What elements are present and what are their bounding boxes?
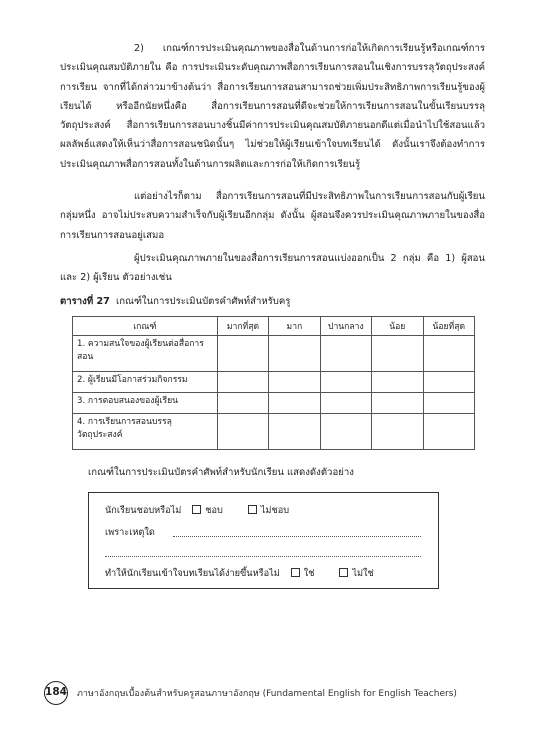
student-evaluation-form — [88, 492, 439, 589]
page-footer — [44, 680, 504, 706]
rating-cell — [320, 414, 371, 450]
paragraph-internal-quality — [60, 39, 485, 174]
rating-cell — [423, 393, 474, 414]
question-reason-label: เพราะเหตุใด — [105, 527, 155, 538]
reason-dotted-line-2 — [105, 556, 421, 557]
criteria-cell: 2. ผู้เรียนมีโอกาสร่วมกิจกรรม — [73, 372, 218, 393]
rating-cell — [372, 372, 423, 393]
teacher-criteria-table — [72, 316, 475, 450]
checkbox-icon — [339, 568, 348, 577]
header-little: น้อย — [372, 317, 423, 336]
table-row — [73, 336, 475, 372]
rating-cell — [372, 336, 423, 372]
rating-cell — [217, 393, 268, 414]
paragraph-text: แต่อย่างไรก็ตาม สื่อการเรียนการสอนที่มีประสิทธิภาพในการเรียนการสอนกับผู้เรียนกลุ่มหนึ่ง อาจไม่ประสบความสำเร็จกับผู้เรียนอีกกลุ่ม ดังนั้น ผู้สอนจึงควรประเมินคุณภาพภายในของสื่อการเรียนการสอนอยู่เสมอ — [60, 191, 485, 241]
paragraph-text: ผู้ประเมินคุณภาพภายในของสื่อการเรียนการสอนแบ่งออกเป็น 2 กลุ่ม คือ 1) ผู้สอนและ 2) ผู้เรียน ตัวอย่างเช่น — [60, 253, 485, 284]
checkbox-icon — [192, 505, 201, 514]
rating-cell — [269, 336, 320, 372]
table-caption-label: ตารางที่ 27 — [60, 296, 110, 307]
table-row — [73, 393, 475, 414]
question-reason — [105, 526, 155, 539]
rating-cell — [423, 372, 474, 393]
rating-cell — [320, 372, 371, 393]
rating-cell — [269, 393, 320, 414]
question-understand — [105, 567, 374, 580]
student-form-heading: เกณฑ์ในการประเมินบัตรคำศัพท์สำหรับนักเรียน แสดงดังตัวอย่าง — [88, 467, 354, 478]
question-understand-label: ทำให้นักเรียนเข้าใจบทเรียนได้ง่ายขึ้นหรือไม่ — [105, 568, 280, 579]
rating-cell — [423, 414, 474, 450]
table-row — [73, 414, 475, 450]
checkbox-icon — [291, 568, 300, 577]
book-title: ภาษาอังกฤษเบื้องต้นสำหรับครูสอนภาษาอังกฤษ (Fundamental English for English Teachers) — [77, 689, 457, 699]
table-row — [73, 372, 475, 393]
rating-cell — [372, 393, 423, 414]
option-no-label: ไม่ใช่ — [352, 568, 374, 579]
paragraph-evaluators — [60, 249, 485, 288]
rating-cell — [217, 336, 268, 372]
paragraph-however — [60, 187, 485, 245]
table-header-row — [73, 317, 475, 336]
criteria-cell: 4. การเรียนการสอนบรรลุวัตถุประสงค์ — [73, 414, 218, 450]
rating-cell — [320, 393, 371, 414]
table-caption — [60, 295, 290, 309]
criteria-cell: 3. การตอบสนองของผู้เรียน — [73, 393, 218, 414]
page-number: 184 — [44, 681, 68, 705]
option-yes-label: ใช่ — [303, 568, 315, 579]
criteria-cell: 1. ความสนใจของผู้เรียนต่อสื่อการสอน — [73, 336, 218, 372]
header-much: มาก — [269, 317, 320, 336]
option-dislike-label: ไม่ชอบ — [260, 505, 290, 516]
header-criteria: เกณฑ์ — [73, 317, 218, 336]
rating-cell — [269, 414, 320, 450]
header-moderate: ปานกลาง — [320, 317, 371, 336]
question-like-label: นักเรียนชอบหรือไม่ — [105, 505, 182, 516]
header-most: มากที่สุด — [217, 317, 268, 336]
reason-dotted-line — [173, 536, 421, 537]
rating-cell — [269, 372, 320, 393]
table-caption-text: เกณฑ์ในการประเมินบัตรคำศัพท์สำหรับครู — [115, 296, 291, 307]
rating-cell — [372, 414, 423, 450]
header-least: น้อยที่สุด — [423, 317, 474, 336]
question-like — [105, 504, 289, 517]
checkbox-icon — [248, 505, 257, 514]
option-like-label: ชอบ — [205, 505, 223, 516]
rating-cell — [320, 336, 371, 372]
rating-cell — [423, 336, 474, 372]
rating-cell — [217, 372, 268, 393]
rating-cell — [217, 414, 268, 450]
paragraph-text: 2) เกณฑ์การประเมินคุณภาพของสื่อในด้านการก่อให้เกิดการเรียนรู้หรือเกณฑ์การประเมินคุณสมบัติภายใน คือ การประเมินระดับคุณภาพสื่อการเรียนการสอนในเชิงการบรรลุวัตถุประสงค์การเรียน จากที่ได้กล่าวมาข้างต้นว่า สื่อการเรียนการสอนสามารถช่วยเพิ่มประสิทธิภาพการเรียนรู้ของผู้เรียนได้ หรืออีกนัยหนึ่งคือ สื่อการเรียนการสอนที่ดีจะช่วยให้การเรียนการสอนในขั้นเรียนบรรลุวัตถุประสงค์ สื่อการเรียนการสอนบางชิ้นมีค่าการประเมินคุณสมบัติภายนอกดีแต่เมื่อนำไปใช้สอนแล้ว ผลลัพธ์แสดงให้เห็นว่าสื่อการสอนชนิดนั้นๆ ไม่ช่วยให้ผู้เรียนเข้าใจบทเรียนได้ ดังนั้นเราจึงต้องทำการประเมินคุณภาพสื่อการสอนทั้งในด้านการผลิตและการก่อให้เกิดการเรียนรู้ — [60, 43, 485, 170]
